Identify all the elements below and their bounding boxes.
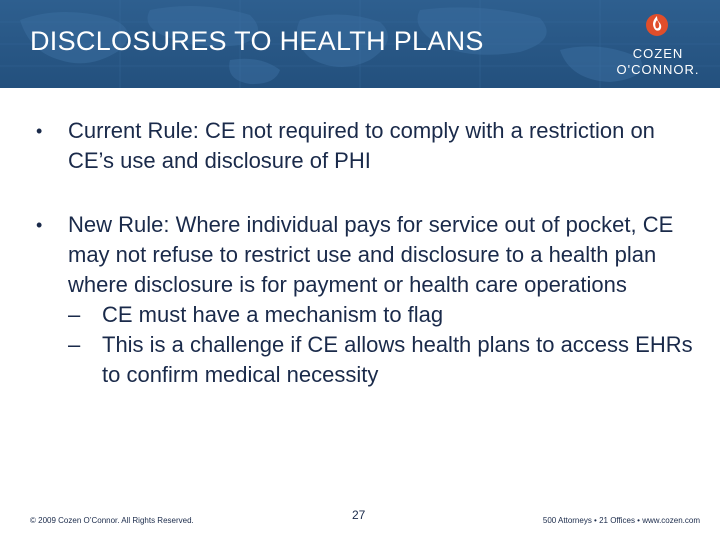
bullet-dot-icon: • [36, 215, 43, 235]
bullet-text: New Rule: Where individual pays for service out of pocket, CE may not refuse to restrict use and disclosure to a health plan where disclosure is for payment or health care operations [68, 212, 674, 297]
footer-copyright: © 2009 Cozen O’Connor. All Rights Reserved. [30, 516, 194, 525]
bullet-current-rule [30, 116, 700, 176]
page-number: 27 [352, 508, 366, 522]
footer-firm-info: 500 Attorneys • 21 Offices • www.cozen.com [542, 516, 700, 525]
logo-line-2: O'CONNOR. [616, 62, 700, 77]
sub-bullet-text: CE must have a mechanism to flag [102, 302, 444, 327]
sub-bullet-challenge [68, 330, 700, 390]
logo-line-1: COZEN [632, 46, 684, 61]
slide-content [30, 116, 700, 390]
sub-bullet-text: This is a challenge if CE allows health plans to access EHRs to confirm medical necessity [102, 332, 693, 387]
sub-bullet-flag [68, 300, 700, 330]
cozen-oconnor-logo [610, 6, 710, 84]
dash-icon: – [68, 302, 81, 327]
bullet-dot-icon: • [36, 121, 43, 141]
header-band [0, 0, 720, 88]
dash-icon: – [68, 332, 81, 357]
slide-title: DISCLOSURES TO HEALTH PLANS [30, 26, 484, 56]
cozen-flame-icon [644, 10, 670, 38]
bullet-text: Current Rule: CE not required to comply with a restriction on CE’s use and disclosure of PHI [68, 118, 655, 173]
sub-bullet-list [68, 300, 700, 390]
bullet-new-rule [30, 210, 700, 390]
